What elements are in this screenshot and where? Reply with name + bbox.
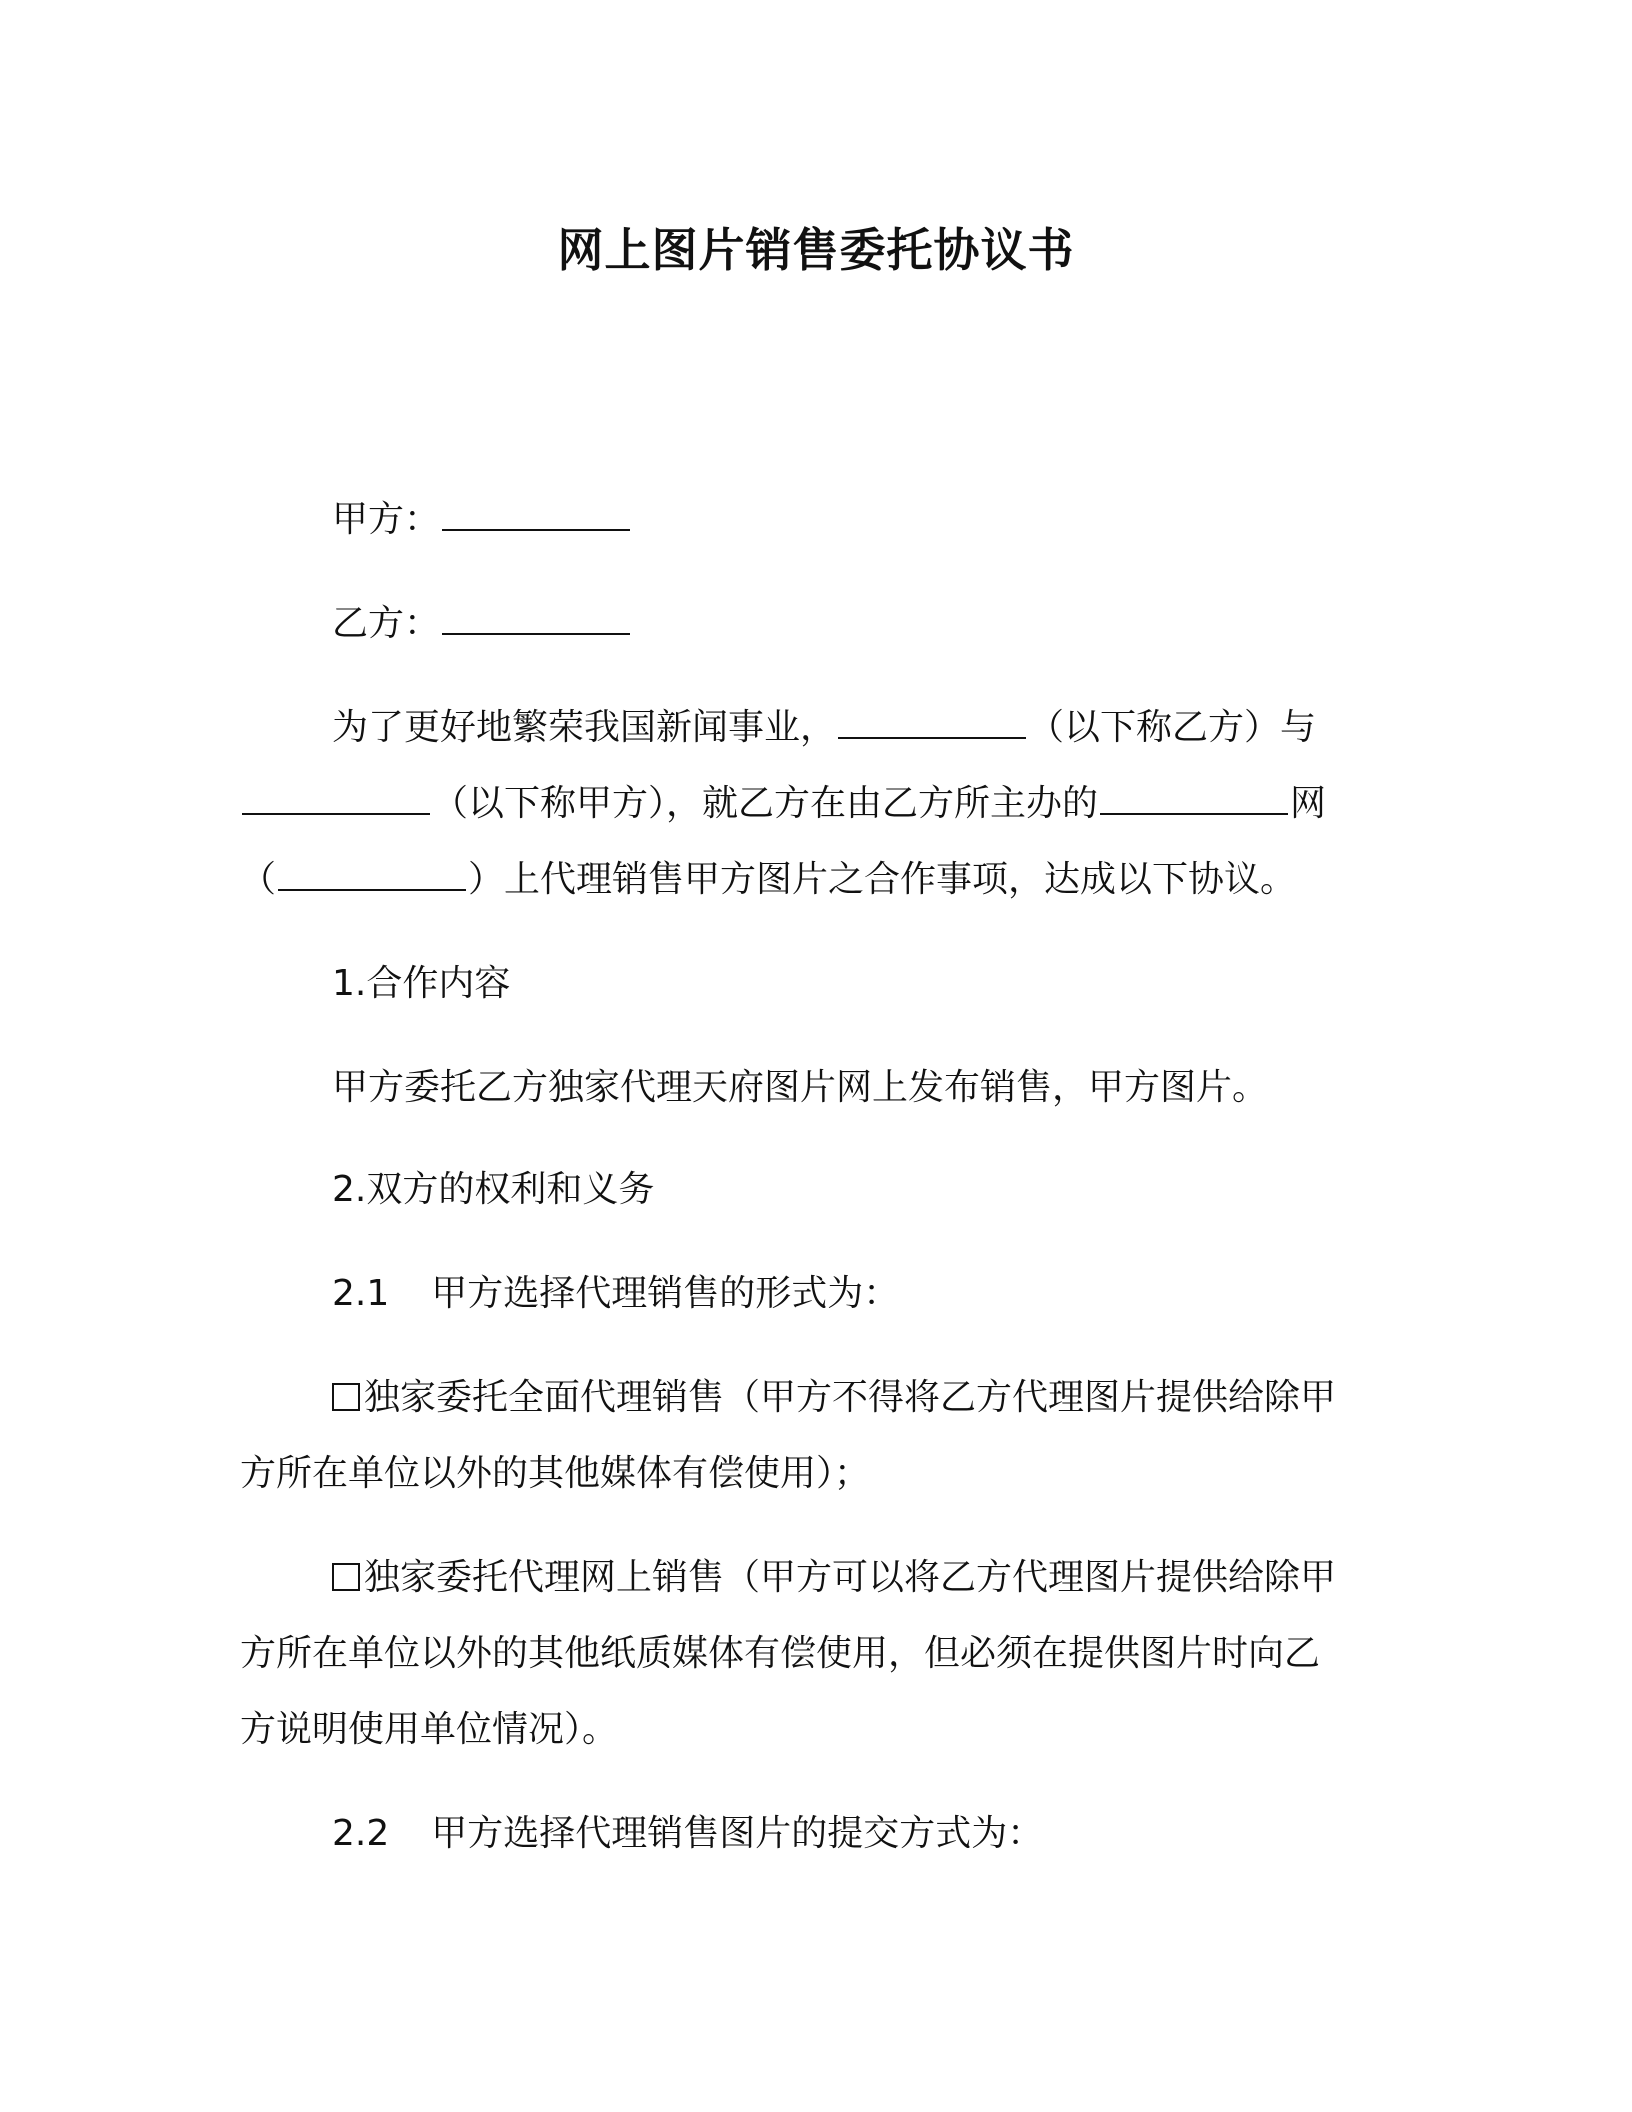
intro-line-1 <box>332 704 1316 752</box>
party-a-blank <box>442 497 630 531</box>
intro-text-2b: 网 <box>1290 783 1327 824</box>
clause-2-1-number: 2.1 <box>332 1273 390 1314</box>
option-1-line-2: 方所在单位以外的其他媒体有偿使用）； <box>240 1453 871 1494</box>
intro-text-3b: ）上代理销售甲方图片之合作事项，达成以下协议。 <box>468 859 1297 900</box>
intro-text-3a: （ <box>240 859 277 900</box>
party-a-label: 甲方： <box>332 499 441 540</box>
document-title: 网上图片销售委托协议书 <box>557 223 1075 277</box>
section-2-heading: 2.双方的权利和义务 <box>332 1169 655 1210</box>
intro-blank-3 <box>1100 781 1288 815</box>
intro-line-3 <box>240 856 1296 904</box>
clause-2-2-number: 2.2 <box>332 1813 390 1854</box>
intro-text-2a: （以下称甲方），就乙方在由乙方所主办的 <box>432 783 1099 824</box>
clause-2-1 <box>332 1270 899 1318</box>
intro-text-1a: 为了更好地繁荣我国新闻事业， <box>332 707 837 748</box>
clause-2-1-text: 甲方选择代理销售的形式为： <box>431 1273 900 1314</box>
intro-line-2 <box>240 780 1326 828</box>
clause-2-2-text: 甲方选择代理销售图片的提交方式为： <box>431 1813 1044 1854</box>
party-b-line <box>332 600 632 648</box>
option-2-checkbox[interactable] <box>332 1563 360 1591</box>
intro-text-1b: （以下称乙方）与 <box>1028 707 1317 748</box>
intro-blank-4 <box>278 857 466 891</box>
party-a-line <box>332 496 632 544</box>
section-1-text: 甲方委托乙方独家代理天府图片网上发布销售，甲方图片。 <box>332 1067 1269 1108</box>
option-2-line-3: 方说明使用单位情况）。 <box>240 1709 619 1750</box>
option-1-text-1: 独家委托全面代理销售（甲方不得将乙方代理图片提供给除甲 <box>364 1377 1337 1418</box>
clause-2-2 <box>332 1810 1043 1858</box>
option-2-text-1: 独家委托代理网上销售（甲方可以将乙方代理图片提供给除甲 <box>364 1557 1337 1598</box>
option-1-checkbox[interactable] <box>332 1383 360 1411</box>
option-1-line-1 <box>332 1374 1336 1422</box>
option-2-line-1 <box>332 1554 1336 1602</box>
section-1-heading: 1.合作内容 <box>332 963 511 1004</box>
party-b-blank <box>442 601 630 635</box>
party-b-label: 乙方： <box>332 603 441 644</box>
intro-blank-2 <box>242 781 430 815</box>
option-2-line-2: 方所在单位以外的其他纸质媒体有偿使用，但必须在提供图片时向乙 <box>240 1633 1321 1674</box>
intro-blank-1 <box>838 705 1026 739</box>
